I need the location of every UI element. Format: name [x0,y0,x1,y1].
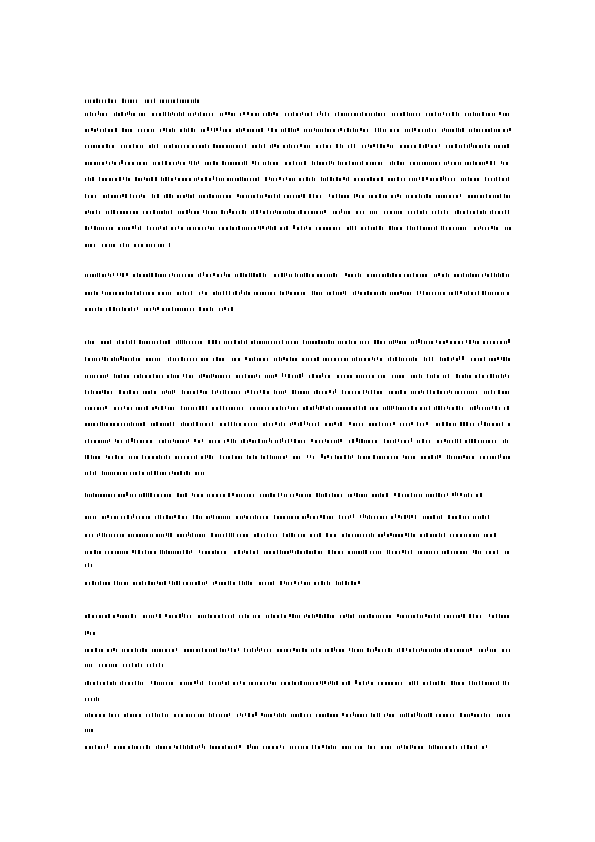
document-text-layer [0,0,1,1]
